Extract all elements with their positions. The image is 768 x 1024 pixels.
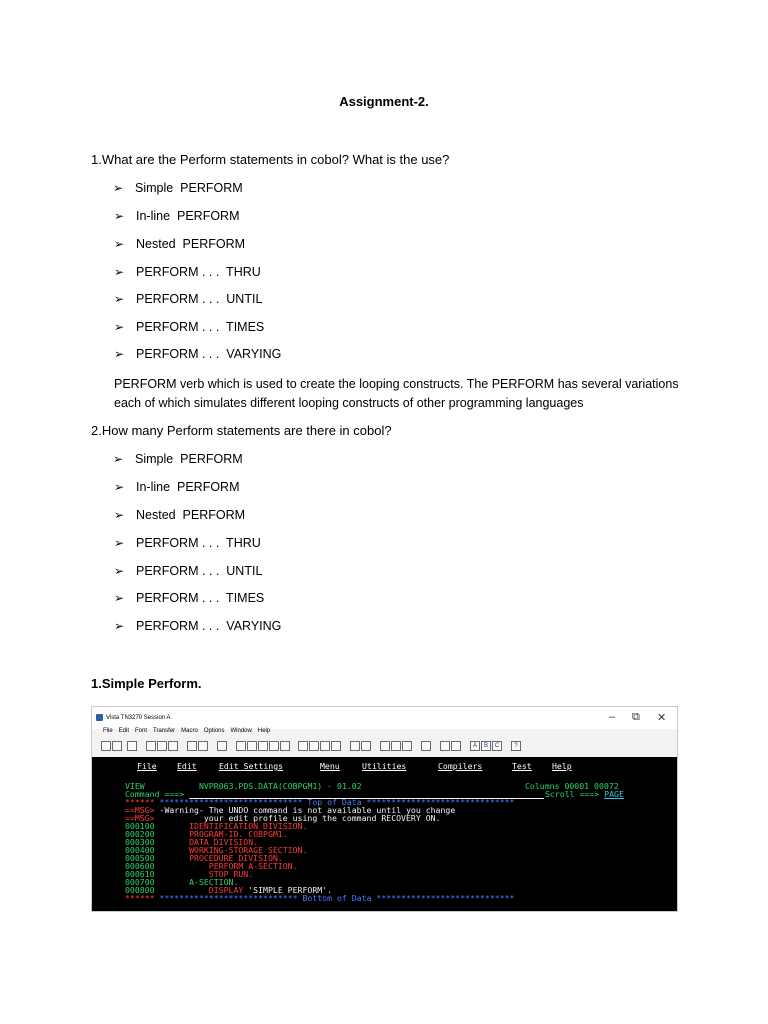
arrow-bullet-icon: ➢ xyxy=(114,619,125,633)
list-item: ➢ PERFORM . . . THRU xyxy=(114,536,261,550)
terminal-screen[interactable] xyxy=(92,757,677,911)
list-item: ➢ Simple PERFORM xyxy=(113,181,243,195)
minimize-icon[interactable]: – xyxy=(609,711,616,723)
menu-macro[interactable]: Macro xyxy=(181,728,198,734)
arrow-bullet-icon: ➢ xyxy=(114,209,125,223)
command-line: Command ===> xyxy=(125,791,544,799)
window-titlebar xyxy=(92,707,677,729)
back-icon[interactable] xyxy=(217,741,227,751)
list-item: ➢ PERFORM . . . TIMES xyxy=(114,320,265,334)
keyboard-icon[interactable] xyxy=(391,741,401,751)
record-icon[interactable] xyxy=(298,741,308,751)
source-line: 000610 STOP RUN. xyxy=(125,869,254,879)
source-line: 000100 IDENTIFICATION DIVISION. xyxy=(125,821,308,831)
menu-transfer[interactable]: Transfer xyxy=(153,728,176,734)
source-line: 000300 DATA DIVISION. xyxy=(125,837,259,847)
document-title: Assignment-2. xyxy=(339,94,429,109)
ispf-menu-bar xyxy=(92,763,677,774)
list-item: ➢ In-line PERFORM xyxy=(114,480,240,494)
ispf-menu-compilers[interactable]: Compilers xyxy=(438,761,483,771)
source-line: 000600 PERFORM A-SECTION. xyxy=(125,861,298,871)
menu-help[interactable]: Help xyxy=(257,728,271,734)
arrow-bullet-icon: ➢ xyxy=(114,536,125,550)
list-item: ➢ PERFORM . . . TIMES xyxy=(114,591,265,605)
copy-icon[interactable] xyxy=(157,741,167,751)
list-item: ➢ PERFORM . . . UNTIL xyxy=(114,292,263,306)
ispf-menu-menu[interactable]: Menu xyxy=(320,761,340,771)
arrow-bullet-icon: ➢ xyxy=(113,452,124,466)
session-b-button[interactable]: B xyxy=(481,741,491,751)
menu-window[interactable]: Window xyxy=(230,728,252,734)
window-toolbar xyxy=(101,740,671,754)
arrow-bullet-icon: ➢ xyxy=(114,508,125,522)
stop-icon[interactable] xyxy=(331,741,341,751)
window-menubar xyxy=(92,728,677,739)
source-line: 000700 A-SECTION. xyxy=(125,877,239,887)
restore-icon[interactable]: ⧉ xyxy=(632,711,640,723)
font-icon[interactable] xyxy=(440,741,450,751)
list-item: ➢ PERFORM . . . UNTIL xyxy=(114,564,263,578)
arrow-bullet-icon: ➢ xyxy=(114,292,125,306)
scroll-amount[interactable]: PAGE xyxy=(604,789,624,799)
columns-indicator: Columns 00001 00072 xyxy=(525,781,619,791)
disconnect-icon[interactable] xyxy=(198,741,208,751)
perform-description: PERFORM verb which is used to create the looping constructs. The PERFORM has several variations each of which simulates different looping constructs of other programming languages xyxy=(114,377,679,410)
help-button[interactable]: ? xyxy=(511,741,521,751)
close-icon[interactable]: ✕ xyxy=(657,712,667,724)
session-c-button[interactable]: C xyxy=(492,741,502,751)
message-row: ==MSG> your edit profile using the command RECOVERY ON. xyxy=(125,813,441,823)
view-header-row: VIEW xyxy=(125,781,145,791)
arrow-bullet-icon: ➢ xyxy=(113,181,124,195)
ispf-menu-test[interactable]: Test xyxy=(512,761,532,771)
list-item: ➢ Nested PERFORM xyxy=(114,237,246,251)
window-title: Vista TN3270 Session A xyxy=(106,715,171,721)
source-line: 000800 DISPLAY 'SIMPLE PERFORM'. xyxy=(125,885,333,895)
top-of-data-row: ****** ***************************** Top of Data ****************************** xyxy=(125,797,515,807)
list-item: ➢ PERFORM . . . THRU xyxy=(114,265,261,279)
menu-font[interactable]: Font xyxy=(135,728,148,734)
hotspot-icon[interactable] xyxy=(421,741,431,751)
ispf-menu-help[interactable]: Help xyxy=(552,761,572,771)
ispf-menu-utilities[interactable]: Utilities xyxy=(362,761,407,771)
section-heading: 1.Simple Perform. xyxy=(91,676,202,691)
arrow-bullet-icon: ➢ xyxy=(114,564,125,578)
connect-icon[interactable] xyxy=(187,741,197,751)
terminal-window-screenshot xyxy=(91,706,678,912)
menu-options[interactable]: Options xyxy=(203,728,225,734)
open-icon[interactable] xyxy=(112,741,122,751)
arrow-bullet-icon: ➢ xyxy=(114,591,125,605)
cut-icon[interactable] xyxy=(146,741,156,751)
ispf-menu-edit[interactable]: Edit xyxy=(177,761,197,771)
source-line: 000400 WORKING-STORAGE SECTION. xyxy=(125,845,308,855)
bottom-of-data-row: ****** **************************** Bottom of Data **************************** xyxy=(125,893,515,903)
zoom-icon[interactable] xyxy=(451,741,461,751)
new-icon[interactable] xyxy=(101,741,111,751)
upload-icon[interactable] xyxy=(350,741,360,751)
macro-4-icon[interactable] xyxy=(269,741,279,751)
question-1: 1.What are the Perform statements in cobol? What is the use? xyxy=(91,152,450,167)
session-a-button[interactable]: A xyxy=(470,741,480,751)
play-icon[interactable] xyxy=(309,741,319,751)
list-item: ➢ PERFORM . . . VARYING xyxy=(114,619,282,633)
macro-1-icon[interactable] xyxy=(236,741,246,751)
arrow-bullet-icon: ➢ xyxy=(114,347,125,361)
source-line: 000200 PROGRAM-ID. COBPGM1. xyxy=(125,829,288,839)
source-line: 000500 PROCEDURE DIVISION. xyxy=(125,853,283,863)
ispf-menu-edit-settings[interactable]: Edit_Settings xyxy=(219,761,284,771)
menu-edit[interactable]: Edit xyxy=(118,728,130,734)
ispf-menu-file[interactable]: File xyxy=(137,761,157,771)
arrow-bullet-icon: ➢ xyxy=(114,237,125,251)
pause-icon[interactable] xyxy=(320,741,330,751)
macro-3-icon[interactable] xyxy=(258,741,268,751)
macro-5-icon[interactable] xyxy=(280,741,290,751)
app-icon xyxy=(96,714,103,721)
colors-icon[interactable] xyxy=(402,741,412,751)
download-icon[interactable] xyxy=(361,741,371,751)
list-item: ➢ In-line PERFORM xyxy=(114,209,240,223)
macro-2-icon[interactable] xyxy=(247,741,257,751)
scroll-indicator: Scroll ===> PAGE xyxy=(545,789,624,799)
list-item: ➢ Simple PERFORM xyxy=(113,452,243,466)
menu-file[interactable]: File xyxy=(103,728,113,734)
question-2: 2.How many Perform statements are there in cobol? xyxy=(91,423,392,438)
dataset-name: NVPR063.PDS.DATA(COBPGM1) - 01.02 xyxy=(199,781,362,791)
list-item: ➢ PERFORM . . . VARYING xyxy=(114,347,282,361)
arrow-bullet-icon: ➢ xyxy=(114,320,125,334)
print-icon[interactable] xyxy=(127,741,137,751)
arrow-bullet-icon: ➢ xyxy=(114,265,125,279)
paste-icon[interactable] xyxy=(168,741,178,751)
list-item: ➢ Nested PERFORM xyxy=(114,508,246,522)
arrow-bullet-icon: ➢ xyxy=(114,480,125,494)
message-row: ==MSG> -Warning- The UNDO command is not available until you change xyxy=(125,805,456,815)
settings-icon[interactable] xyxy=(380,741,390,751)
